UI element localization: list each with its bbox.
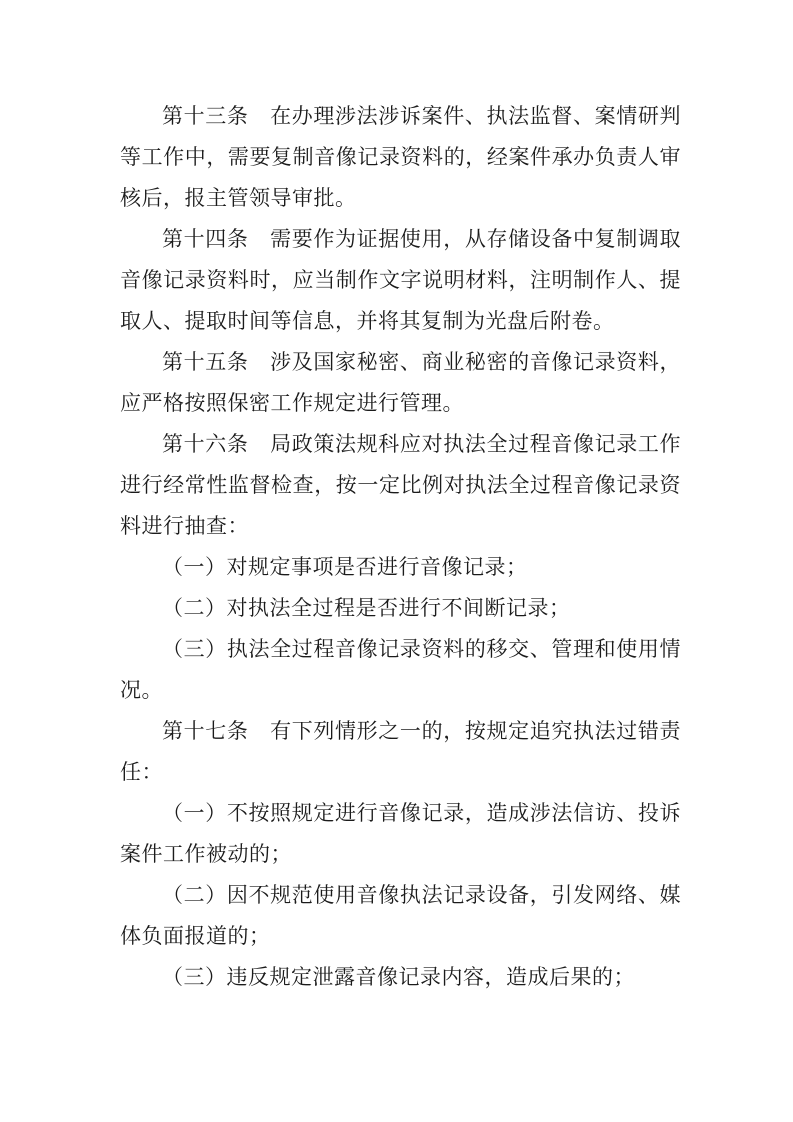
article-17-item-2: （二）因不规范使用音像执法记录设备，引发网络、媒体负面报道的；: [120, 883, 681, 948]
article-14: 第十四条 需要作为证据使用，从存储设备中复制调取音像记录资料时，应当制作文字说明材料，注明制作人、提取人、提取时间等信息，并将其复制为光盘后附卷。: [120, 227, 681, 333]
article-17-item-3: （三）违反规定泄露音像记录内容，造成后果的；: [162, 965, 635, 989]
article-17-item-1: （一）不按照规定进行音像记录，造成涉法信访、投诉案件工作被动的；: [120, 801, 681, 866]
article-16-item-2: （二）对执法全过程是否进行不间断记录；: [162, 596, 571, 620]
article-16-item-1: （一）对规定事项是否进行音像记录；: [162, 555, 528, 579]
document-body: [120, 96, 681, 998]
article-13: 第十三条 在办理涉法涉诉案件、执法监督、案情研判等工作中，需要复制音像记录资料的，经案件承办负责人审核后，报主管领导审批。: [120, 104, 681, 210]
article-16-item-3: （三）执法全过程音像记录资料的移交、管理和使用情况。: [120, 637, 681, 702]
article-15: 第十五条 涉及国家秘密、商业秘密的音像记录资料，应严格按照保密工作规定进行管理。: [120, 350, 681, 415]
article-17: 第十七条 有下列情形之一的，按规定追究执法过错责任：: [120, 719, 681, 784]
article-16: 第十六条 局政策法规科应对执法全过程音像记录工作进行经常性监督检查，按一定比例对执法全过程音像记录资料进行抽查：: [120, 432, 681, 538]
